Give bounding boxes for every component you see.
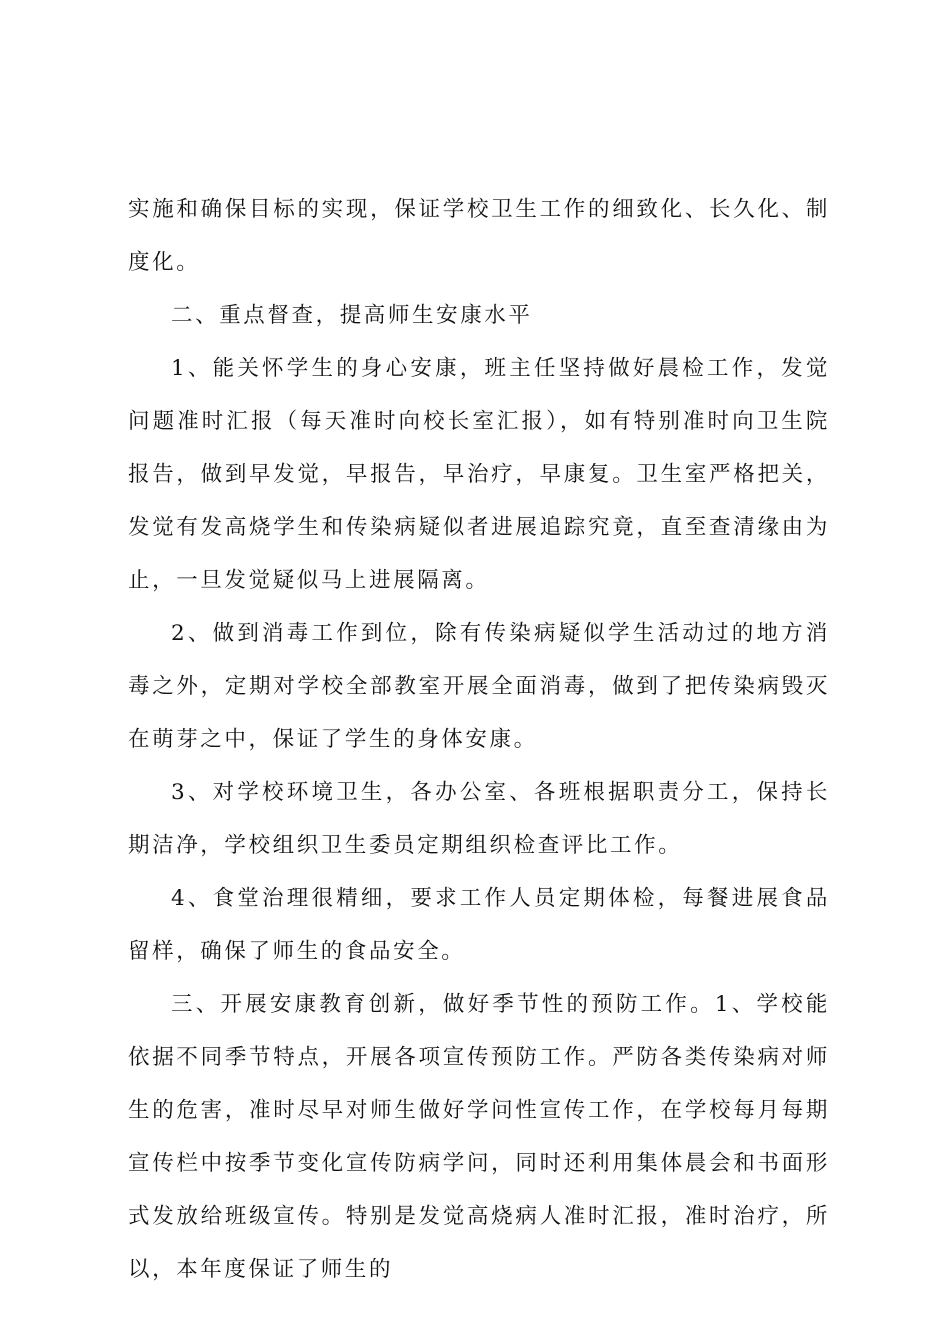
paragraph-item-1: 1、能关怀学生的身心安康，班主任坚持做好晨检工作，发觉问题准时汇报（每天准时向校长室汇报），如有特别准时向卫生院报告，做到早发觉，早报告，早治疗，早康复。卫生室严格把关，发觉有发高烧学生和传染病疑似者进展追踪究竟，直至查清缘由为止，一旦发觉疑似马上进展隔离。 — [128, 356, 830, 593]
paragraph-item-3: 3、对学校环境卫生，各办公室、各班根据职责分工，保持长期洁净，学校组织卫生委员定期组织检查评比工作。 — [128, 780, 830, 858]
document-body — [128, 183, 830, 1296]
paragraph-item-4: 4、食堂治理很精细，要求工作人员定期体检，每餐进展食品留样，确保了师生的食品安全。 — [128, 886, 830, 964]
section-heading-2: 二、重点督查，提高师生安康水平 — [171, 303, 533, 328]
paragraph-continuation: 实施和确保目标的实现，保证学校卫生工作的细致化、长久化、制度化。 — [128, 197, 830, 275]
paragraph-item-2: 2、做到消毒工作到位，除有传染病疑似学生活动过的地方消毒之外，定期对学校全部教室开展全面消毒，做到了把传染病毁灭在萌芽之中，保证了学生的身体安康。 — [128, 621, 830, 752]
section-heading-3-paragraph: 三、开展安康教育创新，做好季节性的预防工作。1、学校能依据不同季节特点，开展各项宣传预防工作。严防各类传染病对师生的危害，准时尽早对师生做好学问性宣传工作，在学校每月每期宣传栏中按季节变化宣传防病学问，同时还利用集体晨会和书面形式发放给班级宣传。特别是发觉高烧病人准时汇报，准时治疗，所以，本年度保证了师生的 — [128, 992, 830, 1282]
